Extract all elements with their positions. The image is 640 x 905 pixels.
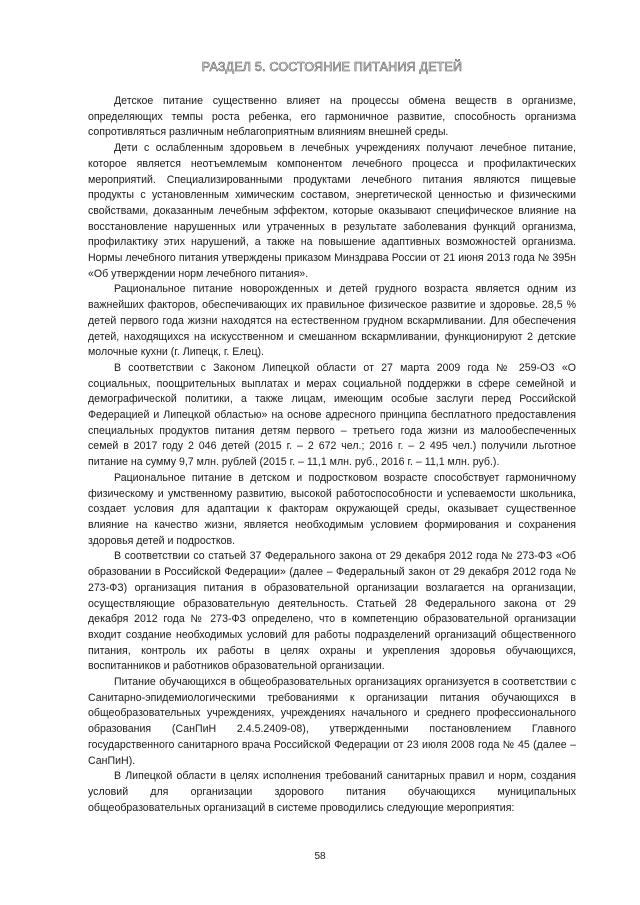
paragraph-sanpin: Питание обучающихся в общеобразовательных организациях организуется в соответствии с Санитарно-эпидемиологическими требованиями к организации питания обучающихся в общеобразовательных учреждениях, учреждениях начального и среднего профессионального образования (СанПиН 2.4.5.2409-08), утвержденными постановлением Главного государственного санитарного врача Российской Федерации от 23 июля 2008 года № 45 (далее – СанПиН). bbox=[88, 676, 576, 767]
section-title: РАЗДЕЛ 5. СОСТОЯНИЕ ПИТАНИЯ ДЕТЕЙ bbox=[201, 60, 463, 74]
paragraph-infant-nutrition: Рациональное питание новорожденных и детей грудного возраста является одним из важнейших факторов, обеспечивающих их правильное физическое развитие и здоровье. 28,5 % детей первого года жизни находятся на естественном грудном вскармливании. Для обеспечения детей, находящихся на искусственном и смешанном вскармливании, функционируют 2 детские молочные кухни (г. Липецк, г. Елец). bbox=[88, 283, 576, 359]
paragraph-child-nutrition: Детское питание существенно влияет на процессы обмена веществ в организме, определяющих темпы роста ребенка, его гармоничное развитие, способность организма сопротивляться различным неблагоприятным влияниям внешней среды. bbox=[88, 95, 576, 139]
paragraph-therapeutic-nutrition: Дети с ослабленным здоровьем в лечебных учреждениях получают лечебное питание, которое является неотъемлемым компонентом лечебного процесса и профилактических мероприятий. Специализированными продуктами лечебного питания являются пищевые продукты с установленным химическим составом, энергетической ценностью и физическими свойствами, доказанным лечебным эффектом, которые оказывают специфическое влияние на восстановление нарушенных или утраченных в результате заболевания функций организма, профилактику этих нарушений, а также на повышение адаптивных возможностей организма. Нормы лечебного питания утверждены приказом Минздрава России от 21 июня 2013 года № 395н «Об утверждении норм лечебного питания». bbox=[88, 142, 576, 280]
page-number: 58 bbox=[314, 851, 326, 862]
body-text bbox=[88, 94, 576, 816]
paragraph-regional-law: В соответствии с Законом Липецкой области от 27 марта 2009 года № 259-ОЗ «О социальных, поощрительных выплатах и мерах социальной поддержки в сфере семейной и демографической политики, а также лицам, имеющим особые заслуги перед Российской Федерацией и Липецкой областью» на основе адресного принципа бесплатного предоставления специальных продуктов питания детям первого – третьего года жизни из малообеспеченных семей в 2017 году 2 046 детей (2015 г. – 2 672 чел.; 2016 г. – 2 495 чел.) получили льготное питание на сумму 9,7 млн. рублей (2015 г. – 11,1 млн. руб., 2016 г. – 11,1 млн. руб.). bbox=[88, 361, 576, 469]
paragraph-federal-law: В соответствии со статьей 37 Федерального закона от 29 декабря 2012 года № 273-ФЗ «Об образовании в Российской Федерации» (далее – Федеральный закон от 29 декабря 2012 года № 273-ФЗ) организация питания в образовательной организации возлагается на организации, осуществляющие образовательную деятельность. Статьей 28 Федерального закона от 29 декабря 2012 года № 273-ФЗ определено, что в компетенцию образовательной организации входит создание необходимых условий для работы подразделений организаций общественного питания, контроль их работы в целях охраны и укрепления здоровья обучающихся, воспитанников и работников образовательной организации. bbox=[88, 550, 576, 673]
paragraph-measures: В Липецкой области в целях исполнения требований санитарных правил и норм, создания условий для организации здорового питания обучающихся муниципальных общеобразовательных организаций в системе проводились следующие мероприятия: bbox=[88, 770, 576, 814]
paragraph-adolescent-nutrition: Рациональное питание в детском и подростковом возрасте способствует гармоничному физическому и умственному развитию, высокой работоспособности и успеваемости школьника, создает условия для адаптации к факторам окружающей среды, оказывает существенное влияние на качество жизни, является необходимым условием формирования и сохранения здоровья детей и подростков. bbox=[88, 471, 576, 547]
